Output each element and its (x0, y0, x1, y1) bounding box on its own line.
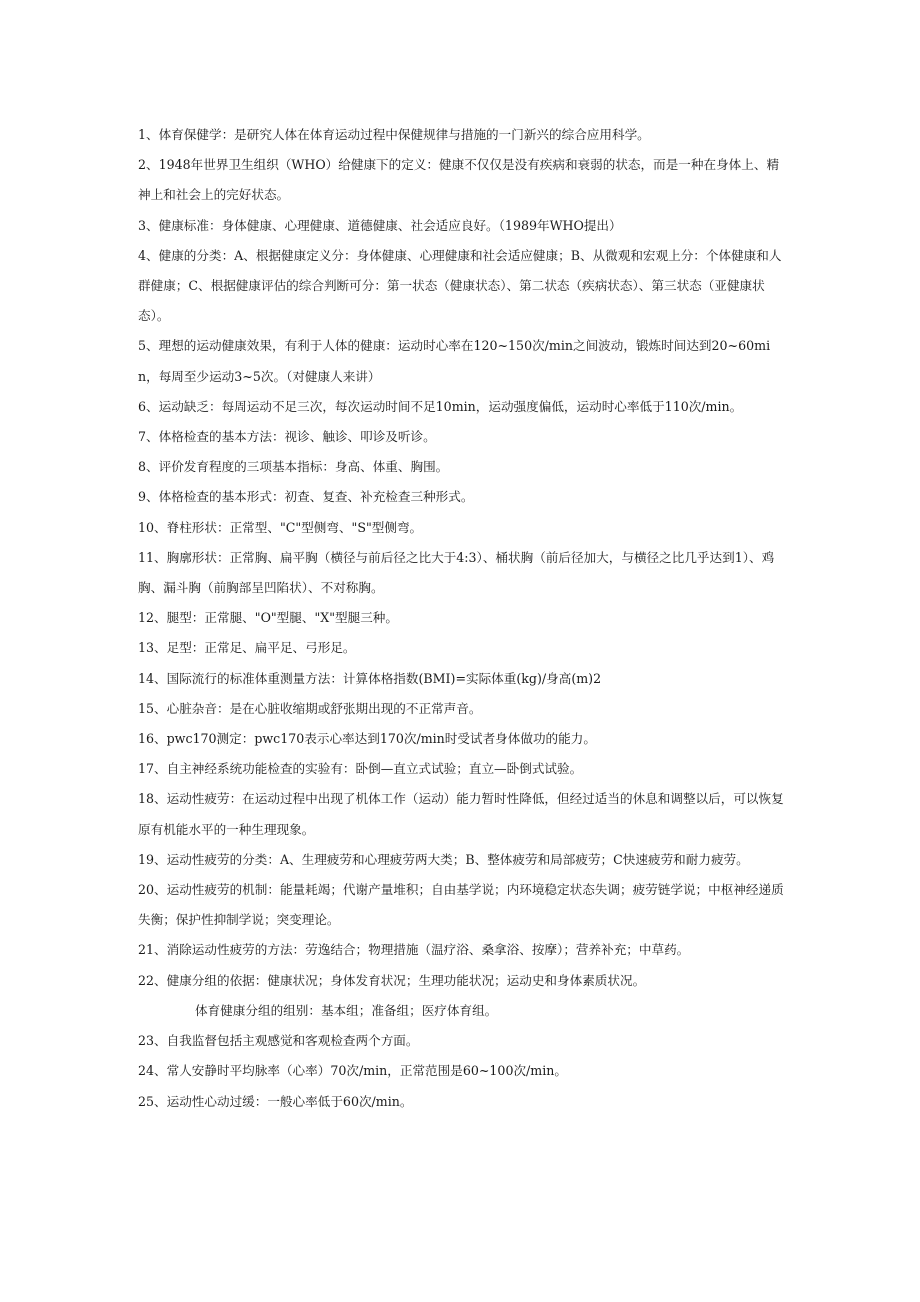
paragraph-14: 14、国际流行的标准体重测量方法：计算体格指数(BMI)=实际体重(kg)/身高(m)2 (138, 670, 602, 686)
document-body (138, 120, 786, 1117)
paragraph-15: 15、心脏杂音：是在心脏收缩期或舒张期出现的不正常声音。 (138, 700, 482, 716)
paragraph-5: 5、理想的运动健康效果，有利于人体的健康：运动时心率在120~150次/min之间波动，锻炼时间达到20~60min，每周至少运动3~5次。（对健康人来讲） (138, 338, 771, 384)
paragraph-1: 1、体育保健学：是研究人体在体育运动过程中保健规律与措施的一门新兴的综合应用科学。 (138, 127, 650, 142)
paragraph-19: 19、运动性疲劳的分类：A、生理疲劳和心理疲劳两大类；B、整体疲劳和局部疲劳；C快速疲劳和耐力疲劳。 (138, 851, 749, 867)
paragraph-11: 11、胸廓形状：正常胸、扁平胸（横径与前后径之比大于4:3）、桶状胸（前后径加大，与横径之比几乎达到1）、鸡胸、漏斗胸（前胸部呈凹陷状）、不对称胸。 (138, 549, 775, 596)
paragraph-25: 25、运动性心动过缓：一般心率低于60次/min。 (138, 1093, 413, 1109)
paragraph-22-subitem: 体育健康分组的组别：基本组；准备组；医疗体育组。 (195, 1002, 498, 1018)
paragraph-17: 17、自主神经系统功能检查的实验有：卧倒—直立式试验；直立—卧倒式试验。 (138, 761, 583, 777)
paragraph-21: 21、消除运动性疲劳的方法：劳逸结合；物理措施（温疗浴、桑拿浴、按摩）；营养补充；中草药。 (138, 942, 690, 958)
paragraph-9: 9、体格检查的基本形式：初查、复查、补充检查三种形式。 (138, 489, 474, 505)
paragraph-4: 4、健康的分类：A、根据健康定义分：身体健康、心理健康和社会适应健康；B、从微观和宏观上分：个体健康和人群健康；C、根据健康评估的综合判断可分：第一状态（健康状态）、第二状态（疾病状态）、第三状态（亚健康状态）。 (138, 247, 782, 324)
paragraph-18: 18、运动性疲劳：在运动过程中出现了机体工作（运动）能力暂时性降低，但经过适当的休息和调整以后，可以恢复原有机能水平的一种生理现象。 (138, 791, 784, 837)
paragraph-20: 20、运动性疲劳的机制：能量耗竭；代谢产量堆积；自由基学说；内环境稳定状态失调；疲劳链学说；中枢神经递质失衡；保护性抑制学说；突变理论。 (138, 882, 784, 928)
paragraph-23: 23、自我监督包括主观感觉和客观检查两个方面。 (138, 1033, 419, 1049)
paragraph-7: 7、体格检查的基本方法：视诊、触诊、叩诊及听诊。 (138, 429, 436, 445)
paragraph-2: 2、1948年世界卫生组织（WHO）给健康下的定义：健康不仅仅是没有疾病和衰弱的状态，而是一种在身体上、精神上和社会上的完好状态。 (138, 157, 780, 203)
paragraph-8: 8、评价发育程度的三项基本指标：身高、体重、胸围。 (138, 459, 449, 475)
paragraph-24: 24、常人安静时平均脉率（心率）70次/min，正常范围是60~100次/min。 (138, 1063, 567, 1079)
paragraph-22: 22、健康分组的依据：健康状况；身体发育状况；生理功能状况；运动史和身体素质状况。 (138, 972, 646, 988)
paragraph-13: 13、足型：正常足、扁平足、弓形足。 (138, 640, 356, 656)
paragraph-12: 12、腿型：正常腿、"O"型腿、"X"型腿三种。 (138, 610, 398, 626)
paragraph-16: 16、pwc170测定：pwc170表示心率达到170次/min时受试者身体做功的能力。 (138, 731, 596, 747)
paragraph-10: 10、脊柱形状：正常型、"C"型侧弯、"S"型侧弯。 (138, 519, 423, 535)
paragraph-6: 6、运动缺乏：每周运动不足三次，每次运动时间不足10min，运动强度偏低，运动时心率低于110次/min。 (138, 398, 743, 414)
paragraph-3: 3、健康标准：身体健康、心理健康、道德健康、社会适应良好。（1989年WHO提出） (138, 217, 622, 233)
